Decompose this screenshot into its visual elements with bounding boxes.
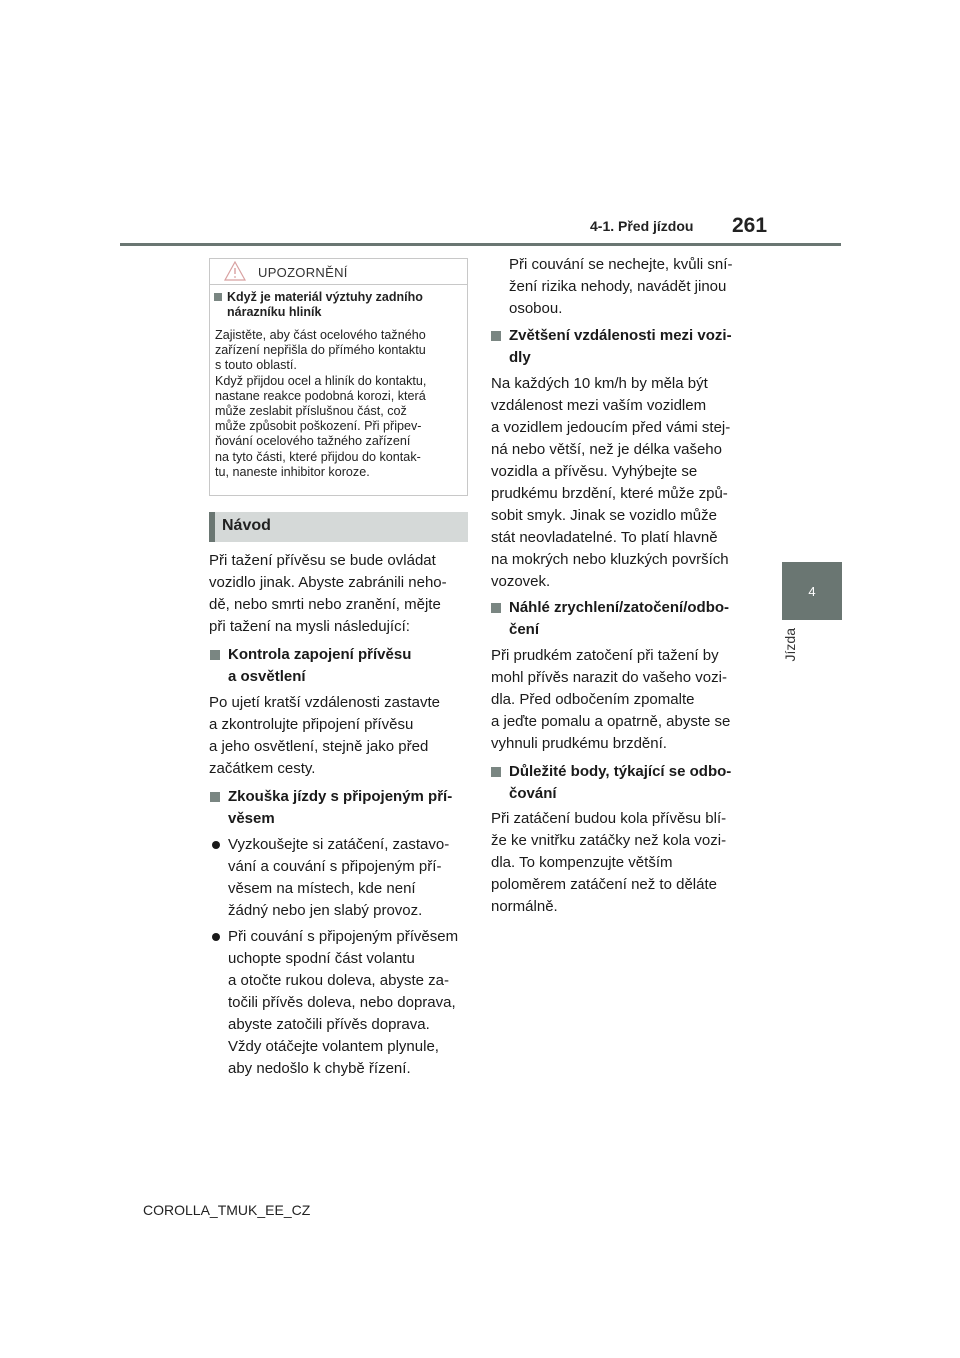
warning-icon bbox=[224, 261, 246, 281]
section-title: 4-1. Před jízdou bbox=[590, 218, 694, 234]
navod-heading: Návod bbox=[222, 517, 271, 534]
round-bullet-icon bbox=[212, 933, 220, 941]
paragraph-sudden-maneuver: Při prudkém zatočení při tažení by mohl přívěs narazit do vašeho vozi- dla. Před odbočením zpomalte a jeďte pomalu a opatrně, abyste se vyhnuli prudkému brzdění. bbox=[491, 647, 731, 752]
square-bullet-icon bbox=[491, 603, 501, 613]
chapter-label: Jízda bbox=[782, 628, 798, 662]
subheading-distance: Zvětšení vzdálenosti mezi vozi- dly bbox=[509, 327, 732, 366]
navod-heading-accent bbox=[209, 512, 215, 542]
chapter-number: 4 bbox=[808, 584, 816, 599]
subheading-trailer-check: Kontrola zapojení přívěsu a osvětlení bbox=[228, 646, 412, 685]
square-bullet-icon bbox=[210, 650, 220, 660]
bullet-reversing: Při couvání s připojeným přívěsem uchopte spodní část volantu a otočte rukou doleva, abyste za- točili přívěs doleva, nebo doprava, abyste zatočili přívěs doprava. Vždy otáčejte volantem plynule, aby nedošlo k chybě řízení. bbox=[228, 928, 459, 1077]
square-bullet-icon bbox=[491, 331, 501, 341]
warning-label: UPOZORNĚNÍ bbox=[258, 265, 348, 280]
warning-subtitle: Když je materiál výztuhy zadního nárazníku hliník bbox=[227, 290, 423, 319]
subheading-sudden-maneuver: Náhlé zrychlení/zatočení/odbo- čení bbox=[509, 599, 730, 638]
page-number: 261 bbox=[732, 214, 768, 237]
square-bullet-icon bbox=[214, 293, 222, 301]
subheading-turning: Důležité body, týkající se odbo- čování bbox=[509, 763, 732, 802]
square-bullet-icon bbox=[491, 767, 501, 777]
square-bullet-icon bbox=[210, 792, 220, 802]
header-rule bbox=[120, 243, 841, 246]
warning-body: Zajistěte, aby část ocelového tažného zařízení nepřišla do přímého kontaktu s touto oblastí. Když přijdou ocel a hliník do kontaktu, nastane reakce podobná korozi, která může zeslabit příslušnou část, což může způsobit poškození. Při připev- ňování ocelového tažného zařízení na tyto části, které přijdou do kontak- tu, naneste inhibitor koroze. bbox=[215, 328, 427, 479]
footer-doc-code: COROLLA_TMUK_EE_CZ bbox=[143, 1202, 311, 1218]
paragraph-reversing-continued: Při couvání se nechejte, kvůli sní- žení rizika nehody, navádět jinou osobou. bbox=[509, 256, 733, 317]
paragraph-trailer-check: Po ujetí kratší vzdálenosti zastavte a zkontrolujte připojení přívěsu a jeho osvětlení, stejně jako před začátkem cesty. bbox=[209, 694, 440, 777]
paragraph-distance: Na každých 10 km/h by měla být vzdálenost mezi vaším vozidlem a vozidlem jedoucím před vámi stej- ná nebo větší, než je délka vašeho vozidla a přívěsu. Vyhýbejte se prudkému brzdění, které může způ- sobit smyk. Jinak se vozidlo může stát neovladatelné. To platí hlavně na mokrých nebo kluzkých površích vozovek. bbox=[491, 375, 731, 590]
paragraph-turning: Při zatáčení budou kola přívěsu blí- že ke vnitřku zatáčky než kola vozi- dla. To kompenzujte větším poloměrem zatáčení než to děláte normálně. bbox=[491, 810, 727, 915]
intro-paragraph: Při tažení přívěsu se bude ovládat vozidlo jinak. Abyste zabránili neho- dě, nebo smrti nebo zranění, mějte při tažení na mysli následující: bbox=[209, 552, 447, 635]
round-bullet-icon bbox=[212, 841, 220, 849]
bullet-practice: Vyzkoušejte si zatáčení, zastavo- vání a couvání s připojeným pří- věsem na místech, kde není žádný nebo jen slabý provoz. bbox=[228, 836, 450, 919]
subheading-test-drive: Zkouška jízdy s připojeným pří- věsem bbox=[228, 788, 453, 827]
